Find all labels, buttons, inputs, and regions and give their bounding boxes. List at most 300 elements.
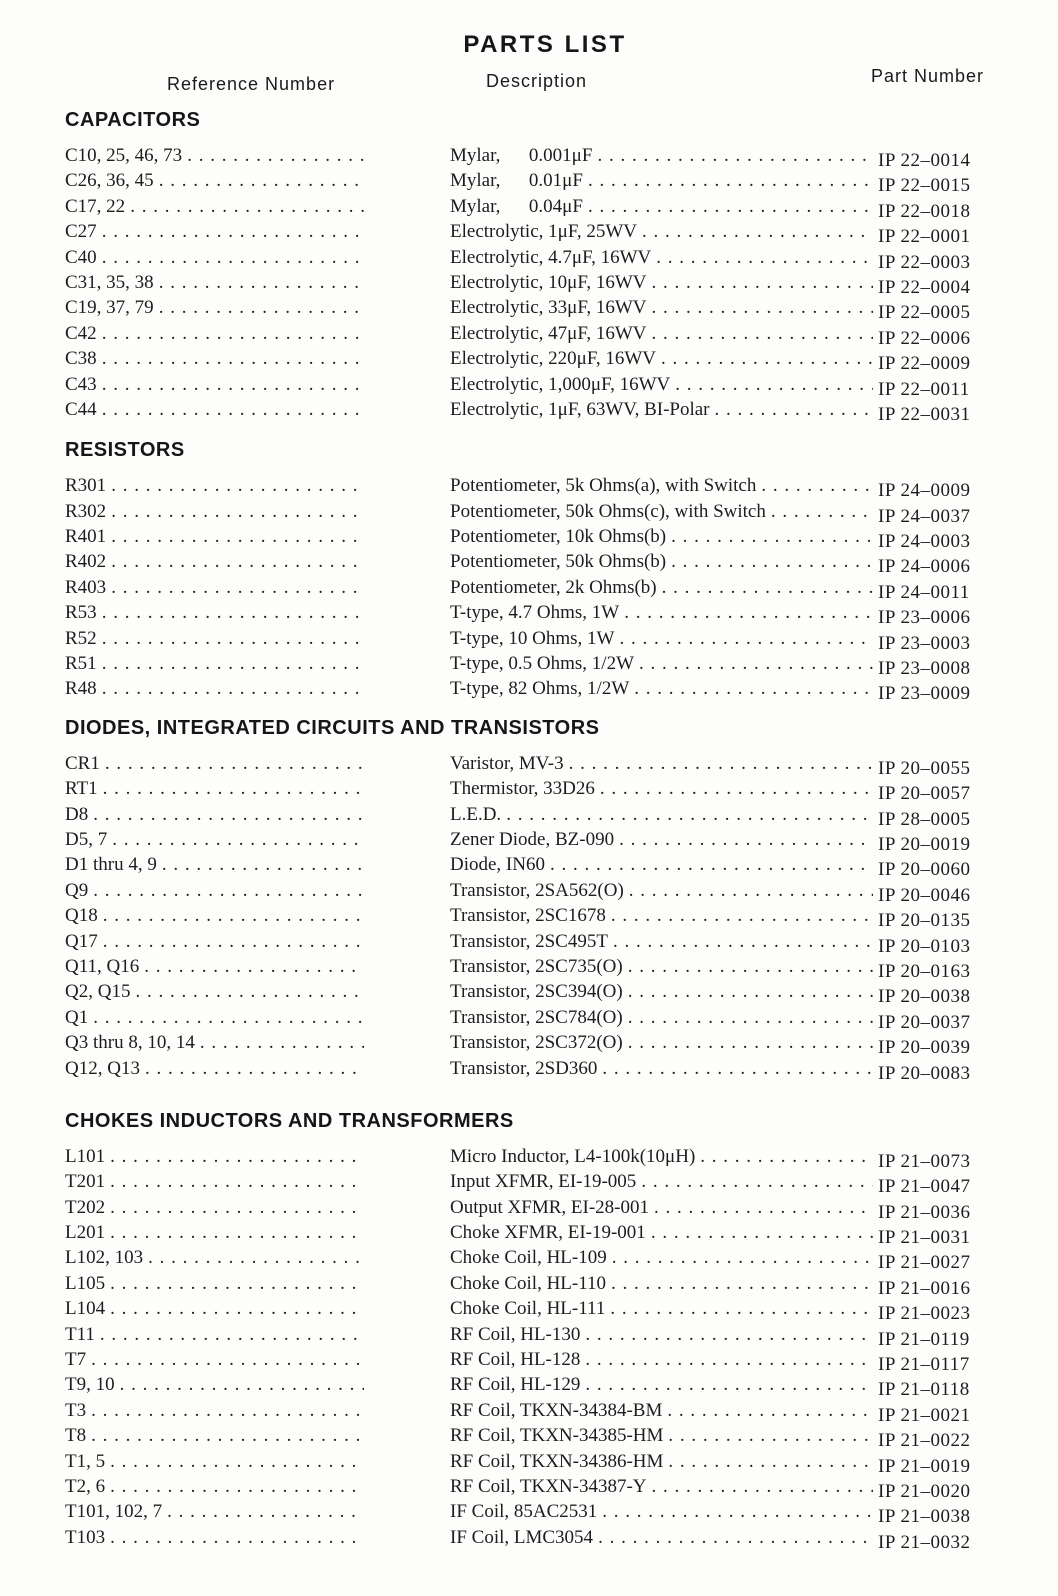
- part-number-text: IP 23–0008: [878, 658, 971, 680]
- part-number-text: IP 23–0006: [878, 607, 971, 629]
- table-row: [65, 499, 988, 527]
- table-row: [65, 1220, 988, 1249]
- description-text: RF Coil, HL-129: [450, 1374, 581, 1396]
- dot-leader: [606, 1271, 873, 1296]
- dot-leader: [157, 852, 364, 877]
- reference-number-text: T1, 5: [65, 1450, 106, 1472]
- reference-number-text: T3: [65, 1399, 87, 1421]
- part-number-text: IP 21–0021: [878, 1404, 971, 1426]
- dot-leader: [597, 1499, 873, 1524]
- dot-leader: [564, 751, 873, 776]
- part-number-text: IP 20–0019: [878, 833, 971, 855]
- dot-leader: [88, 802, 364, 827]
- reference-number-text: T9, 10: [65, 1374, 115, 1396]
- dot-leader: [637, 219, 873, 244]
- description-text: Choke Coil, HL-110: [450, 1272, 607, 1294]
- reference-number-text: Q2, Q15: [65, 981, 131, 1003]
- dot-leader: [670, 372, 873, 397]
- description-cell: [450, 219, 876, 244]
- table-row: [65, 219, 988, 248]
- part-number-text: IP 24–0037: [878, 505, 971, 527]
- description-cell: [450, 1296, 876, 1321]
- reference-number-cell: [65, 1499, 450, 1524]
- part-number-text: IP 21–0016: [878, 1277, 971, 1299]
- part-number-text: IP 20–0037: [878, 1011, 971, 1033]
- reference-number-text: Q12, Q13: [65, 1057, 140, 1079]
- dot-leader: [666, 524, 873, 549]
- dot-leader: [662, 1398, 873, 1423]
- part-number-text: IP 28–0005: [878, 808, 971, 830]
- description-text: Electrolytic, 47μF, 16WV: [450, 322, 647, 344]
- dot-leader: [619, 600, 873, 625]
- description-text: RF Coil, TKXN-34386-HM: [450, 1450, 664, 1472]
- reference-number-text: D1 thru 4, 9: [65, 854, 157, 876]
- dot-leader: [608, 929, 873, 954]
- table-row: [65, 1169, 988, 1198]
- description-text: Electrolytic, 10μF, 16WV: [450, 271, 647, 293]
- reference-number-text: C43: [65, 373, 97, 395]
- description-text: T-type, 10 Ohms, 1W: [450, 627, 615, 649]
- table-row: [65, 852, 988, 881]
- part-number-text: IP 21–0031: [878, 1227, 971, 1249]
- description-cell: [450, 143, 876, 168]
- description-cell: [450, 1005, 876, 1030]
- reference-number-text: CR1: [65, 752, 100, 774]
- reference-number-cell: [65, 1398, 450, 1423]
- part-number-text: IP 24–0006: [878, 556, 971, 578]
- reference-number-cell: [65, 372, 450, 397]
- description-cell: [450, 245, 876, 270]
- description-text: Choke Coil, HL-111: [450, 1298, 606, 1320]
- reference-number-text: R53: [65, 602, 97, 624]
- dot-leader: [593, 1525, 873, 1550]
- table-row: [65, 524, 988, 553]
- dot-leader: [636, 1169, 873, 1194]
- dot-leader: [97, 219, 364, 244]
- description-cell: [450, 1271, 876, 1296]
- dot-leader: [663, 1423, 873, 1448]
- dot-leader: [125, 194, 364, 219]
- description-text: Micro Inductor, L4-100k(10μH): [450, 1145, 696, 1167]
- reference-number-cell: [65, 1005, 450, 1030]
- reference-number-cell: [65, 878, 450, 903]
- dot-leader: [592, 143, 873, 168]
- description-cell: [450, 270, 876, 295]
- reference-number-cell: [65, 1423, 450, 1448]
- description-text: RF Coil, HL-130: [450, 1323, 581, 1345]
- reference-number-text: T2, 6: [65, 1475, 106, 1497]
- reference-number-text: T101, 102, 7: [65, 1501, 163, 1523]
- reference-number-cell: [65, 473, 450, 498]
- part-number-text: IP 22–0001: [878, 226, 971, 248]
- table-row: [65, 1056, 988, 1084]
- dot-leader: [140, 1056, 364, 1081]
- dot-leader: [501, 802, 873, 827]
- description-text: Output XFMR, EI-28-001: [450, 1196, 649, 1218]
- table-row: [65, 751, 988, 779]
- parts-section: [65, 108, 988, 425]
- description-text: Potentiometer, 50k Ohms(b): [450, 551, 667, 573]
- table-row: [65, 979, 988, 1008]
- parts-section: [65, 1109, 988, 1553]
- table-row: [65, 245, 988, 273]
- dot-leader: [106, 524, 364, 549]
- dot-leader: [634, 651, 873, 676]
- reference-number-cell: [65, 168, 450, 193]
- dot-leader: [614, 626, 873, 651]
- reference-number-text: C17, 22: [65, 195, 126, 217]
- description-text: Electrolytic, 220μF, 16WV: [450, 348, 657, 370]
- part-number-text: IP 21–0118: [878, 1379, 970, 1401]
- table-row: [65, 168, 988, 197]
- reference-number-text: R301: [65, 475, 107, 497]
- table-row: [65, 802, 988, 830]
- description-cell: [450, 1056, 876, 1081]
- reference-number-text: T7: [65, 1349, 87, 1371]
- table-row: [65, 1144, 988, 1172]
- table-row: [65, 1296, 988, 1325]
- description-text: Choke XFMR, EI-19-001: [450, 1222, 646, 1244]
- reference-number-text: C31, 35, 38: [65, 271, 154, 293]
- reference-number-cell: [65, 1144, 450, 1169]
- dot-leader: [154, 270, 364, 295]
- description-cell: [450, 626, 876, 651]
- description-text: Transistor, 2SC784(O): [450, 1006, 623, 1028]
- reference-number-text: D8: [65, 803, 89, 825]
- dot-leader: [607, 1245, 873, 1270]
- dot-leader: [97, 676, 364, 701]
- reference-number-text: R402: [65, 551, 107, 573]
- reference-number-cell: [65, 676, 450, 701]
- part-number-text: IP 22–0015: [878, 175, 971, 197]
- description-text: Transistor, 2SC735(O): [450, 955, 623, 977]
- reference-number-text: C10, 25, 46, 73: [65, 145, 183, 166]
- reference-number-text: C44: [65, 398, 97, 420]
- table-row: [65, 473, 988, 502]
- reference-number-cell: [65, 321, 450, 346]
- reference-number-cell: [65, 1271, 450, 1296]
- reference-number-text: T202: [65, 1196, 106, 1218]
- dot-leader: [98, 903, 364, 928]
- table-row: [65, 397, 988, 425]
- table-row: [65, 929, 988, 957]
- description-cell: [450, 1322, 876, 1347]
- parts-section: [65, 716, 988, 1084]
- reference-number-cell: [65, 1449, 450, 1474]
- reference-number-cell: [65, 827, 450, 852]
- table-row: [65, 270, 988, 298]
- description-text: Transistor, 2SC372(O): [450, 1032, 623, 1054]
- reference-number-text: C40: [65, 246, 97, 268]
- column-header-reference-number: Reference Number: [167, 74, 336, 94]
- table-row: [65, 827, 988, 855]
- reference-number-text: R51: [65, 653, 97, 675]
- description-text: Diode, IN60: [450, 854, 545, 876]
- description-cell: [450, 979, 876, 1004]
- part-number-text: IP 21–0023: [878, 1303, 971, 1325]
- sections-container: [65, 104, 988, 1553]
- part-number-text: IP 22–0018: [878, 200, 971, 222]
- dot-leader: [115, 1372, 364, 1397]
- dot-leader: [695, 1144, 873, 1169]
- reference-number-text: R302: [65, 500, 107, 522]
- reference-number-text: R403: [65, 576, 107, 598]
- reference-number-cell: [65, 1030, 450, 1055]
- description-text: Zener Diode, BZ-090: [450, 828, 615, 850]
- part-number-text: IP 21–0119: [878, 1328, 970, 1350]
- reference-number-cell: [65, 802, 450, 827]
- part-number-text: IP 20–0083: [878, 1062, 971, 1084]
- description-cell: [450, 776, 876, 801]
- reference-number-cell: [65, 143, 450, 168]
- description-cell: [450, 1220, 876, 1245]
- dot-leader: [154, 168, 364, 193]
- reference-number-cell: [65, 1525, 450, 1550]
- description-text: T-type, 82 Ohms, 1/2W: [450, 678, 630, 700]
- table-row: [65, 600, 988, 629]
- table-row: [65, 878, 988, 906]
- dot-leader: [624, 878, 873, 903]
- reference-number-cell: [65, 270, 450, 295]
- description-text: Electrolytic, 33μF, 16WV: [450, 297, 647, 319]
- table-row: [65, 1525, 988, 1553]
- dot-leader: [105, 1525, 364, 1550]
- reference-number-text: Q17: [65, 930, 98, 952]
- dot-leader: [98, 776, 364, 801]
- reference-number-text: T103: [65, 1526, 106, 1548]
- reference-number-text: L101: [65, 1145, 106, 1167]
- part-number-text: IP 21–0038: [878, 1506, 971, 1528]
- table-row: [65, 143, 988, 171]
- part-number-text: IP 23–0009: [878, 683, 971, 705]
- part-number-text: IP 20–0046: [878, 884, 971, 906]
- description-cell: [450, 372, 876, 397]
- reference-number-text: C19, 37, 79: [65, 297, 154, 319]
- dot-leader: [98, 929, 364, 954]
- description-cell: [450, 954, 876, 979]
- dot-leader: [86, 1347, 364, 1372]
- description-text: Thermistor, 33D26: [450, 778, 595, 800]
- part-number-text: IP 24–0009: [878, 480, 971, 502]
- description-text: Potentiometer, 5k Ohms(a), with Switch: [450, 475, 757, 497]
- reference-number-cell: [65, 776, 450, 801]
- section-heading: CAPACITORS: [65, 109, 201, 131]
- table-row: [65, 1474, 988, 1502]
- description-cell: [450, 802, 876, 827]
- dot-leader: [105, 1169, 364, 1194]
- description-cell: [450, 295, 876, 320]
- section-heading: RESISTORS: [65, 439, 185, 462]
- dot-leader: [139, 954, 364, 979]
- dot-leader: [105, 1144, 364, 1169]
- table-row: [65, 1322, 988, 1350]
- dot-leader: [646, 1220, 873, 1245]
- description-cell: [450, 1245, 876, 1270]
- description-text: Electrolytic, 1μF, 63WV, BI-Polar: [450, 398, 710, 420]
- description-cell: [450, 751, 876, 776]
- part-number-text: IP 23–0003: [878, 632, 971, 654]
- dot-leader: [97, 245, 364, 270]
- part-number-text: IP 22–0011: [878, 378, 970, 400]
- column-header-description: Description: [486, 71, 588, 91]
- table-row: [65, 1423, 988, 1452]
- dot-leader: [97, 321, 364, 346]
- column-header-part-number: Part Number: [871, 66, 985, 86]
- description-cell: [450, 1499, 876, 1524]
- description-cell: [450, 852, 876, 877]
- reference-number-cell: [65, 346, 450, 371]
- reference-number-text: T201: [65, 1171, 106, 1193]
- part-number-text: IP 20–0039: [878, 1037, 971, 1059]
- dot-leader: [86, 1398, 364, 1423]
- reference-number-cell: [65, 1195, 450, 1220]
- description-text: Mylar, 0.04μF: [450, 195, 583, 217]
- reference-number-text: L201: [65, 1222, 106, 1244]
- part-number-text: IP 21–0117: [878, 1354, 970, 1376]
- reference-number-cell: [65, 600, 450, 625]
- description-cell: [450, 676, 876, 701]
- reference-number-cell: [65, 954, 450, 979]
- table-row: [65, 575, 988, 603]
- dot-leader: [766, 499, 873, 524]
- table-row: [65, 1030, 988, 1059]
- dot-leader: [595, 776, 873, 801]
- dot-leader: [756, 473, 873, 498]
- reference-number-cell: [65, 1474, 450, 1499]
- table-row: [65, 1398, 988, 1426]
- dot-leader: [195, 1030, 364, 1055]
- reference-number-cell: [65, 575, 450, 600]
- part-number-text: IP 20–0135: [878, 910, 971, 932]
- description-text: Electrolytic, 1μF, 25WV: [450, 221, 638, 243]
- dot-leader: [100, 751, 364, 776]
- dot-leader: [651, 245, 873, 270]
- reference-number-text: T8: [65, 1425, 87, 1447]
- dot-leader: [182, 143, 364, 168]
- dot-leader: [597, 1056, 873, 1081]
- dot-leader: [97, 397, 364, 422]
- part-number-text: IP 20–0057: [878, 783, 971, 805]
- description-cell: [450, 1030, 876, 1055]
- table-row: [65, 1449, 988, 1477]
- table-row: [65, 651, 988, 680]
- dot-leader: [154, 295, 364, 320]
- dot-leader: [130, 979, 364, 1004]
- description-text: Electrolytic, 1,000μF, 16WV: [450, 373, 671, 395]
- part-number-text: IP 20–0055: [878, 757, 971, 779]
- dot-leader: [623, 954, 873, 979]
- description-cell: [450, 600, 876, 625]
- description-text: Electrolytic, 4.7μF, 16WV: [450, 246, 652, 268]
- reference-number-cell: [65, 1220, 450, 1245]
- table-row: [65, 372, 988, 400]
- dot-leader: [666, 549, 873, 574]
- part-number-text: IP 21–0047: [878, 1176, 971, 1198]
- description-cell: [450, 1372, 876, 1397]
- table-row: [65, 776, 988, 805]
- reference-number-cell: [65, 1169, 450, 1194]
- part-number-text: IP 21–0036: [878, 1201, 971, 1223]
- reference-number-text: Q18: [65, 905, 98, 927]
- dot-leader: [106, 549, 364, 574]
- dot-leader: [86, 1423, 364, 1448]
- description-cell: [450, 1144, 876, 1169]
- reference-number-text: C26, 36, 45: [65, 170, 154, 192]
- reference-number-cell: [65, 929, 450, 954]
- description-cell: [450, 1195, 876, 1220]
- table-row: [65, 321, 988, 349]
- part-number-text: IP 24–0003: [878, 531, 971, 553]
- dot-leader: [647, 1474, 873, 1499]
- reference-number-cell: [65, 295, 450, 320]
- part-number-text: IP 22–0031: [878, 403, 971, 425]
- dot-leader: [580, 1347, 873, 1372]
- reference-number-cell: [65, 626, 450, 651]
- description-text: Mylar, 0.001μF: [450, 145, 593, 166]
- dot-leader: [606, 903, 873, 928]
- dot-leader: [614, 827, 873, 852]
- dot-leader: [143, 1245, 364, 1270]
- description-cell: [450, 194, 876, 219]
- dot-leader: [88, 878, 364, 903]
- reference-number-cell: [65, 1245, 450, 1270]
- description-cell: [450, 1525, 876, 1550]
- dot-leader: [105, 1220, 364, 1245]
- description-cell: [450, 473, 876, 498]
- table-row: [65, 1347, 988, 1376]
- dot-leader: [97, 626, 364, 651]
- description-text: RF Coil, TKXN-34387-Y: [450, 1475, 647, 1497]
- dot-leader: [710, 397, 874, 422]
- description-cell: [450, 827, 876, 852]
- description-cell: [450, 651, 876, 676]
- description-text: Input XFMR, EI-19-005: [450, 1171, 637, 1193]
- reference-number-cell: [65, 1372, 450, 1397]
- dot-leader: [657, 575, 873, 600]
- part-number-text: IP 22–0004: [878, 276, 971, 298]
- description-cell: [450, 1398, 876, 1423]
- description-text: L.E.D.: [450, 803, 502, 825]
- dot-leader: [97, 346, 364, 371]
- dot-leader: [583, 168, 873, 193]
- description-cell: [450, 168, 876, 193]
- part-number-text: IP 21–0020: [878, 1480, 971, 1502]
- dot-leader: [629, 676, 873, 701]
- dot-leader: [88, 1005, 364, 1030]
- section-heading: DIODES, INTEGRATED CIRCUITS AND TRANSISTORS: [65, 716, 600, 739]
- page-title: PARTS LIST: [463, 31, 627, 58]
- reference-number-cell: [65, 751, 450, 776]
- reference-number-cell: [65, 219, 450, 244]
- table-row: [65, 1372, 988, 1401]
- dot-leader: [162, 1499, 364, 1524]
- table-row: [65, 549, 988, 578]
- table-row: [65, 1271, 988, 1299]
- table-row: [65, 1499, 988, 1528]
- description-text: T-type, 0.5 Ohms, 1/2W: [450, 653, 635, 675]
- dot-leader: [623, 979, 873, 1004]
- reference-number-text: Q9: [65, 879, 89, 901]
- dot-leader: [647, 321, 873, 346]
- description-text: RF Coil, HL-128: [450, 1349, 581, 1371]
- reference-number-text: R52: [65, 627, 97, 649]
- dot-leader: [97, 600, 364, 625]
- dot-leader: [545, 852, 873, 877]
- description-text: T-type, 4.7 Ohms, 1W: [450, 602, 620, 624]
- reference-number-cell: [65, 524, 450, 549]
- description-cell: [450, 1474, 876, 1499]
- part-number-text: IP 21–0027: [878, 1252, 971, 1274]
